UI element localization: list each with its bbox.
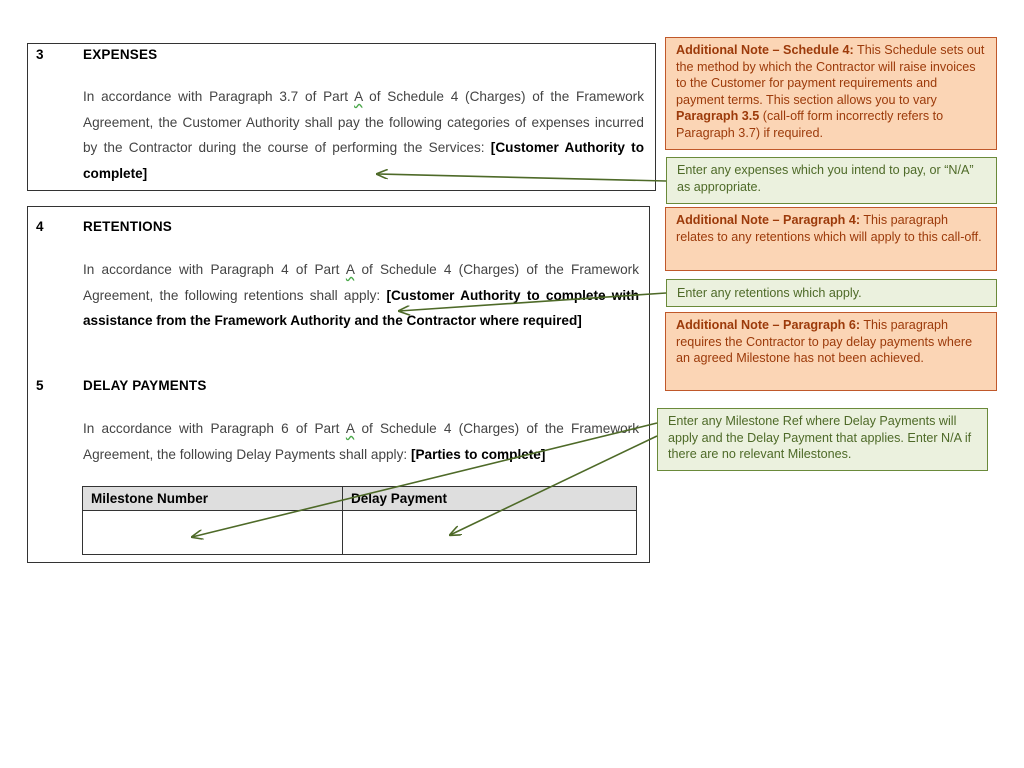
retentions-paragraph <box>83 257 639 334</box>
milestone-guidance-note: Enter any Milestone Ref where Delay Payments will apply and the Delay Payment that applies. Enter N/A if there are no relevant Milestones. <box>657 408 988 471</box>
placeholder-instruction[interactable]: [Customer Authority to complete with assistance from the Framework Authority and the Contractor where required] <box>83 287 639 328</box>
expenses-section <box>27 43 656 191</box>
paragraph-text: In accordance with Paragraph 3.7 of Part <box>83 89 355 104</box>
delay-payments-table <box>82 486 637 555</box>
note-heading: Additional Note – Schedule 4: <box>676 43 854 57</box>
note-heading: Additional Note – Paragraph 6: <box>676 318 861 332</box>
retentions-delay-section <box>27 206 650 563</box>
expenses-guidance-note: Enter any expenses which you intend to pay, or “N/A” as appropriate. <box>666 157 997 204</box>
paragraph-text: of Schedule 4 (Charges) of the Framework Agreement, the Customer Authority shall pay the following categories of expenses incurred by the Contractor during the course of performing the Services: <box>83 89 644 155</box>
part-letter: A <box>345 421 355 436</box>
paragraph-text: of Schedule 4 (Charges) of the Framework Agreement, the following Delay Payments shall apply: <box>83 421 639 462</box>
part-letter: A <box>345 262 355 277</box>
placeholder-instruction[interactable]: [Customer Authority to complete] <box>83 140 645 181</box>
retentions-guidance-note: Enter any retentions which apply. <box>666 279 997 307</box>
schedule4-note <box>665 37 997 150</box>
note-text: This paragraph relates to any retentions which will apply to this call-off. <box>676 213 982 244</box>
note-emphasis: Paragraph 3.5 <box>676 109 760 123</box>
paragraph4-note <box>665 207 997 271</box>
paragraph-text: In accordance with Paragraph 6 of Part <box>83 421 346 436</box>
table-header-row <box>83 487 637 511</box>
section-number: 5 <box>36 378 44 393</box>
paragraph-text: of Schedule 4 (Charges) of the Framework Agreement, the following retentions shall apply: <box>83 262 639 303</box>
note-text: This Schedule sets out the method by which the Contractor will raise invoices to the Customer for payment requirements and payment terms. This section allows you to vary <box>676 43 985 107</box>
note-text: (call-off form incorrectly refers to Paragraph 3.7) if required. <box>676 109 944 140</box>
table-row <box>83 511 637 555</box>
section-number: 3 <box>36 47 44 62</box>
section-title: DELAY PAYMENTS <box>83 378 207 393</box>
part-letter: A <box>354 89 363 104</box>
paragraph-text: In accordance with Paragraph 4 of Part <box>83 262 346 277</box>
section-title: RETENTIONS <box>83 219 173 234</box>
section-number: 4 <box>36 219 44 234</box>
expenses-paragraph <box>83 84 644 186</box>
section-title: EXPENSES <box>83 47 158 62</box>
note-heading: Additional Note – Paragraph 4: <box>676 213 861 227</box>
delay-payment-header: Delay Payment <box>343 487 637 511</box>
delay-payment-cell[interactable] <box>343 511 637 555</box>
delay-paragraph <box>83 416 639 467</box>
milestone-number-header: Milestone Number <box>83 487 343 511</box>
placeholder-instruction[interactable]: [Parties to complete] <box>410 446 546 462</box>
note-text: This paragraph requires the Contractor to pay delay payments where an agreed Milestone has not been achieved. <box>676 318 973 365</box>
milestone-number-cell[interactable] <box>83 511 343 555</box>
paragraph6-note <box>665 312 997 391</box>
